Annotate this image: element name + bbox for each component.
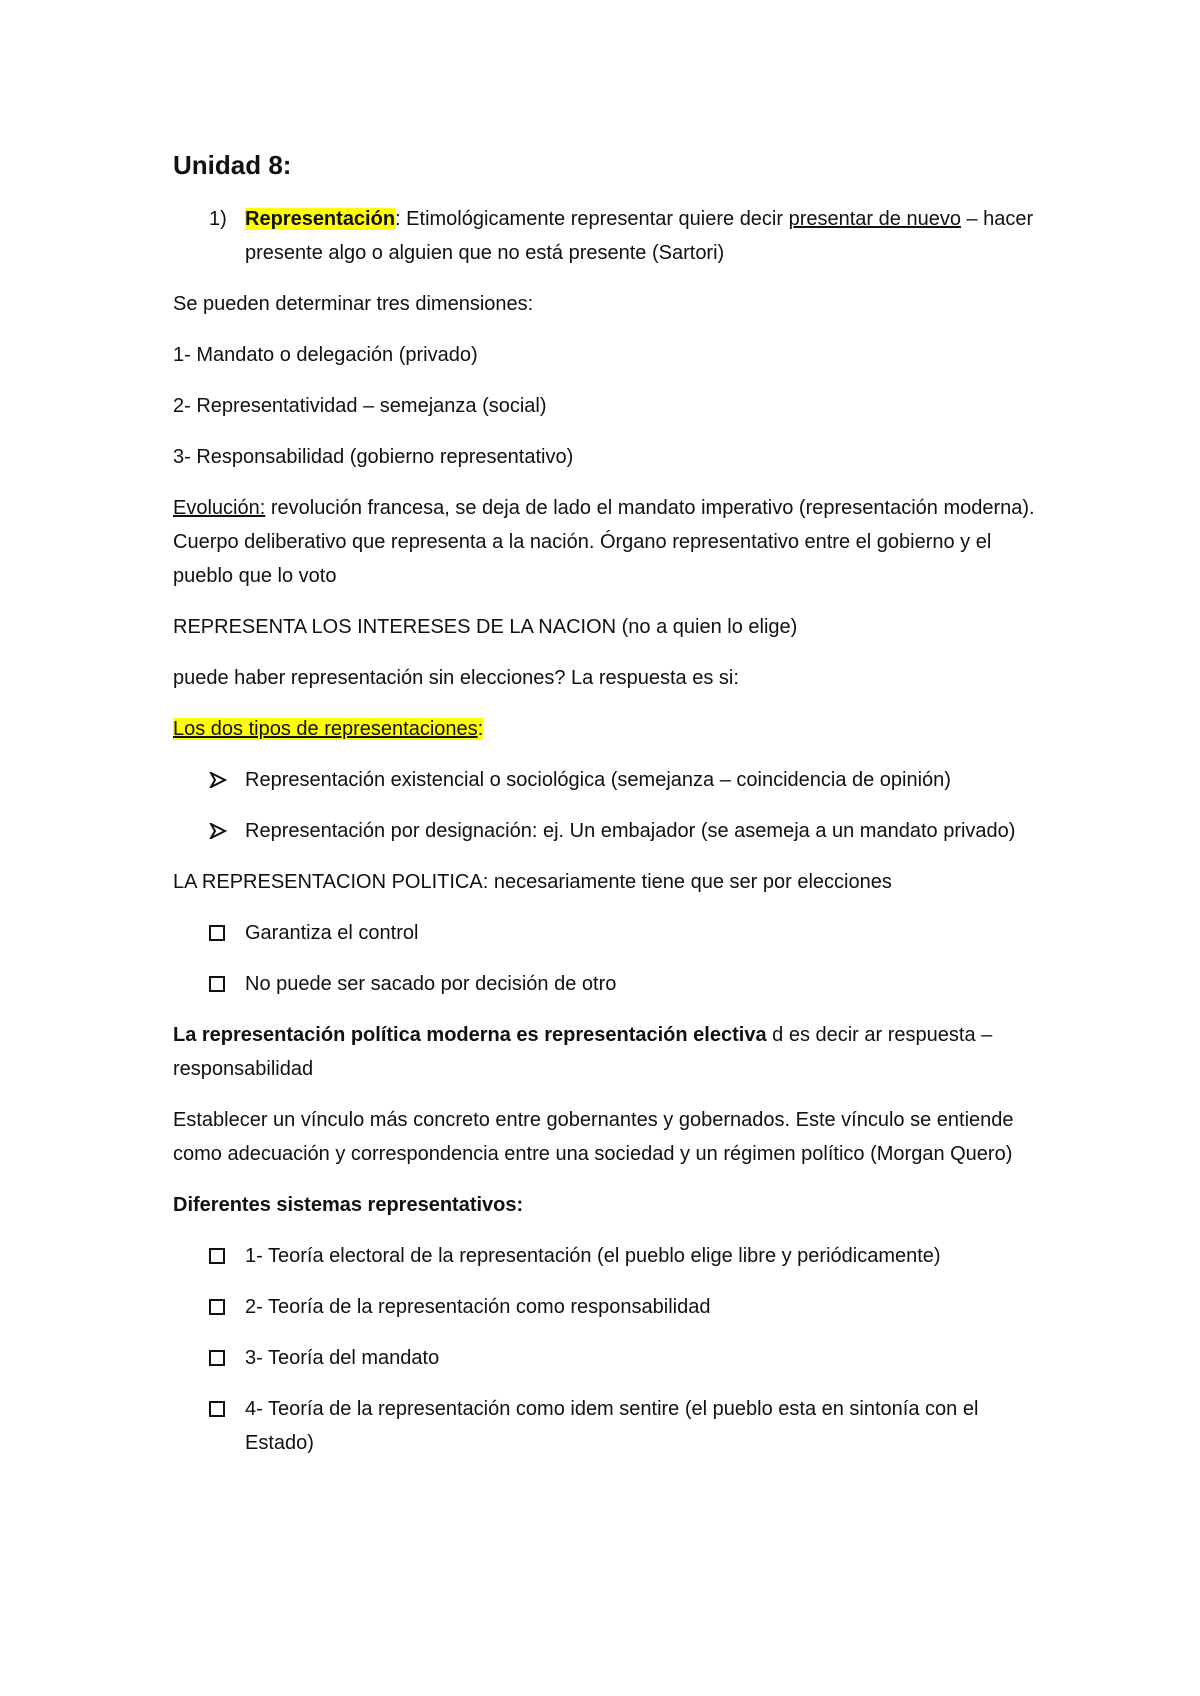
question-line: puede haber representación sin elecciones? La respuesta es si: bbox=[173, 667, 739, 689]
arrow-bullet-icon bbox=[209, 763, 233, 797]
tipos-heading-colon: : bbox=[477, 718, 484, 740]
list-item bbox=[173, 916, 1050, 950]
tipos-heading: Los dos tipos de representaciones bbox=[173, 718, 478, 740]
definition-underlined: presentar de nuevo bbox=[788, 208, 961, 230]
dimensions-intro: Se pueden determinar tres dimensiones: bbox=[173, 293, 534, 315]
evolucion-label: Evolución: bbox=[173, 497, 266, 519]
checkbox-bullet-icon bbox=[209, 1290, 233, 1324]
checkbox-bullet-icon bbox=[209, 916, 233, 950]
dimension-item: 3- Responsabilidad (gobierno representativo) bbox=[173, 446, 574, 468]
sistemas-heading: Diferentes sistemas representativos: bbox=[173, 1194, 524, 1216]
list-item-text: Representación existencial o sociológica (semejanza – coincidencia de opinión) bbox=[245, 769, 951, 791]
definition-text-b: – hacer presente algo o alguien que no está presente (Sartori) bbox=[245, 208, 1034, 264]
term-colon: : bbox=[395, 208, 401, 230]
list-item-text: 3- Teoría del mandato bbox=[245, 1347, 440, 1369]
list-item-text: 2- Teoría de la representación como responsabilidad bbox=[245, 1296, 711, 1318]
checkbox-bullet-icon bbox=[209, 1341, 233, 1375]
evolucion-paragraph bbox=[173, 491, 1050, 593]
arrow-bullet-icon bbox=[209, 814, 233, 848]
list-item-text: 1- Teoría electoral de la representación (el pueblo elige libre y periódicamente) bbox=[245, 1245, 941, 1267]
politica-line: LA REPRESENTACION POLITICA: necesariamente tiene que ser por elecciones bbox=[173, 871, 892, 893]
list-item bbox=[173, 763, 1050, 797]
list-item-text: Garantiza el control bbox=[245, 922, 419, 944]
definition-text-a: Etimológicamente representar quiere decir bbox=[400, 208, 789, 230]
dimension-item: 1- Mandato o delegación (privado) bbox=[173, 344, 478, 366]
list-item bbox=[173, 1290, 1050, 1324]
checkbox-bullet-icon bbox=[209, 1392, 233, 1426]
moderna-paragraph bbox=[173, 1018, 1050, 1086]
list-item bbox=[173, 1392, 1050, 1460]
representa-line: REPRESENTA LOS INTERESES DE LA NACION (no a quien lo elige) bbox=[173, 616, 798, 638]
evolucion-text: revolución francesa, se deja de lado el mandato imperativo (representación moderna). Cuerpo deliberativo que representa a la nación. Órgano representativo entre el gobierno y el pueblo que lo voto bbox=[173, 497, 1035, 587]
list-item bbox=[173, 967, 1050, 1001]
dimension-item: 2- Representatividad – semejanza (social) bbox=[173, 395, 547, 417]
item-representacion bbox=[173, 202, 1050, 270]
moderna-bold: La representación política moderna es representación electiva bbox=[173, 1024, 767, 1046]
vinculo-paragraph: Establecer un vínculo más concreto entre gobernantes y gobernados. Este vínculo se entiende como adecuación y correspondencia entre una sociedad y un régimen político (Morgan Quero) bbox=[173, 1109, 1014, 1165]
page-title: Unidad 8: bbox=[173, 150, 292, 180]
list-item bbox=[173, 1341, 1050, 1375]
item-number: 1) bbox=[209, 208, 227, 230]
list-item-text: 4- Teoría de la representación como idem sentire (el pueblo esta en sintonía con el Estado) bbox=[245, 1398, 979, 1454]
list-item bbox=[173, 814, 1050, 848]
tipos-heading-line bbox=[173, 712, 1050, 746]
list-item-text: Representación por designación: ej. Un embajador (se asemeja a un mandato privado) bbox=[245, 820, 1016, 842]
term-representacion: Representación bbox=[245, 208, 396, 230]
checkbox-bullet-icon bbox=[209, 1239, 233, 1273]
checkbox-bullet-icon bbox=[209, 967, 233, 1001]
list-item-text: No puede ser sacado por decisión de otro bbox=[245, 973, 617, 995]
moderna-text: d es decir ar respuesta – responsabilidad bbox=[173, 1024, 993, 1080]
list-item bbox=[173, 1239, 1050, 1273]
